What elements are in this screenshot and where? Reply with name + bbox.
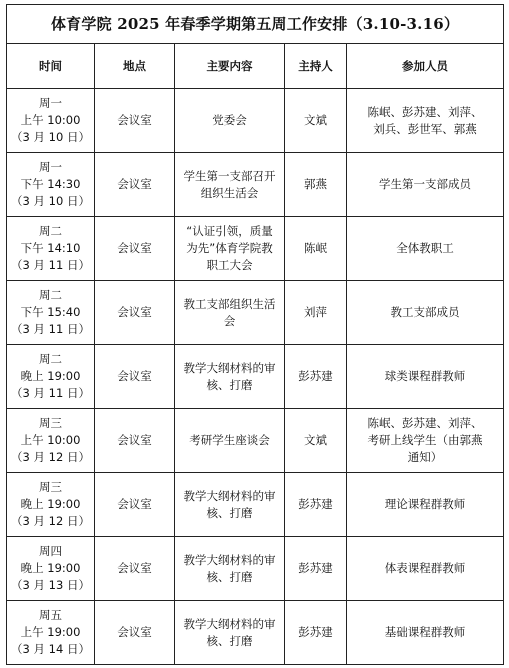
time-line: （3 月 10 日） <box>11 194 90 208</box>
time-line: 上午 10:00 <box>20 113 81 127</box>
participants-cell <box>347 217 504 281</box>
time-cell <box>7 601 95 665</box>
content-cell <box>175 89 285 153</box>
time-cell <box>7 537 95 601</box>
content-cell <box>175 153 285 217</box>
participants-line: 基础课程群教师 <box>384 625 466 639</box>
time-cell <box>7 153 95 217</box>
table-row <box>7 537 504 601</box>
time-line: （3 月 14 日） <box>11 642 90 656</box>
table-title: 体育学院 2025 年春季学期第五周工作安排（3.10-3.16） <box>7 5 504 44</box>
location-cell: 会议室 <box>95 89 175 153</box>
host-cell: 彭苏建 <box>285 473 347 537</box>
host-cell: 彭苏建 <box>285 537 347 601</box>
header-host: 主持人 <box>285 44 347 89</box>
time-cell <box>7 409 95 473</box>
participants-line: 球类课程群教师 <box>384 369 466 383</box>
header-content: 主要内容 <box>175 44 285 89</box>
participants-cell <box>347 601 504 665</box>
participants-line: 理论课程群教师 <box>384 497 466 511</box>
host-cell: 彭苏建 <box>285 345 347 409</box>
table-row <box>7 89 504 153</box>
time-line: （3 月 12 日） <box>11 450 90 464</box>
time-line: （3 月 12 日） <box>11 514 90 528</box>
content-text: 学生第一支部召开组织生活会 <box>183 168 276 200</box>
participants-cell <box>347 537 504 601</box>
participants-line: 全体教职工 <box>396 241 454 255</box>
time-line: 周二 <box>39 224 62 238</box>
participants-line: 通知） <box>407 450 443 464</box>
location-cell: 会议室 <box>95 345 175 409</box>
host-cell: 郭燕 <box>285 153 347 217</box>
location-cell: 会议室 <box>95 217 175 281</box>
content-text: 考研学生座谈会 <box>189 433 270 447</box>
time-line: 周二 <box>39 352 62 366</box>
location-cell: 会议室 <box>95 537 175 601</box>
content-text: 教学大纲材料的审核、打磨 <box>183 552 276 584</box>
time-line: （3 月 11 日） <box>11 258 90 272</box>
document-page <box>6 4 503 665</box>
content-text: 教工支部组织生活会 <box>183 296 276 328</box>
participants-cell <box>347 409 504 473</box>
time-line: 晚上 19:00 <box>20 369 81 383</box>
location-cell: 会议室 <box>95 409 175 473</box>
content-text: 教学大纲材料的审核、打磨 <box>183 616 276 648</box>
time-line: 上午 19:00 <box>20 625 81 639</box>
time-line: 晚上 19:00 <box>20 497 81 511</box>
participants-line: 体表课程群教师 <box>384 561 466 575</box>
header-time: 时间 <box>7 44 95 89</box>
schedule-table <box>6 4 504 665</box>
table-row <box>7 281 504 345</box>
participants-cell <box>347 153 504 217</box>
table-row <box>7 601 504 665</box>
header-location: 地点 <box>95 44 175 89</box>
time-line: （3 月 11 日） <box>11 386 90 400</box>
time-line: 周一 <box>39 96 62 110</box>
time-line: 晚上 19:00 <box>20 561 81 575</box>
participants-line: 教工支部成员 <box>390 305 460 319</box>
content-cell <box>175 281 285 345</box>
content-text: 教学大纲材料的审核、打磨 <box>183 360 276 392</box>
participants-cell <box>347 345 504 409</box>
location-cell: 会议室 <box>95 601 175 665</box>
time-line: 周二 <box>39 288 62 302</box>
content-cell <box>175 601 285 665</box>
content-cell <box>175 345 285 409</box>
time-line: 周三 <box>39 480 62 494</box>
content-cell <box>175 409 285 473</box>
participants-cell <box>347 473 504 537</box>
header-row <box>7 44 504 89</box>
time-line: （3 月 11 日） <box>11 322 90 336</box>
participants-line: 考研上线学生（由郭燕 <box>367 433 483 447</box>
table-row <box>7 473 504 537</box>
participants-cell <box>347 89 504 153</box>
time-line: 周五 <box>39 608 62 622</box>
time-cell <box>7 281 95 345</box>
time-line: （3 月 10 日） <box>11 130 90 144</box>
time-line: 下午 15:40 <box>20 305 81 319</box>
location-cell: 会议室 <box>95 153 175 217</box>
content-text: 党委会 <box>212 113 247 127</box>
participants-line: 学生第一支部成员 <box>379 177 472 191</box>
time-line: 周一 <box>39 160 62 174</box>
time-line: 下午 14:30 <box>20 177 81 191</box>
host-cell: 文斌 <box>285 409 347 473</box>
table-row <box>7 345 504 409</box>
participants-line: 陈岷、彭苏建、刘萍、 <box>367 104 483 119</box>
host-cell: 刘萍 <box>285 281 347 345</box>
title-row <box>7 5 504 44</box>
time-cell <box>7 345 95 409</box>
time-cell <box>7 89 95 153</box>
time-line: （3 月 13 日） <box>11 578 90 592</box>
time-cell <box>7 217 95 281</box>
participants-line: 陈岷、彭苏建、刘萍、 <box>367 416 483 430</box>
content-text: “认证引领，质量为先”体育学院教职工大会 <box>186 224 273 272</box>
content-cell <box>175 537 285 601</box>
participants-cell <box>347 281 504 345</box>
content-text: 教学大纲材料的审核、打磨 <box>183 488 276 520</box>
time-line: 下午 14:10 <box>20 241 81 255</box>
time-line: 上午 10:00 <box>20 433 81 447</box>
table-row <box>7 409 504 473</box>
time-line: 周三 <box>39 416 62 430</box>
time-line: 周四 <box>39 544 62 558</box>
time-cell <box>7 473 95 537</box>
content-cell <box>175 217 285 281</box>
host-cell: 陈岷 <box>285 217 347 281</box>
table-row <box>7 153 504 217</box>
table-row <box>7 217 504 281</box>
host-cell: 彭苏建 <box>285 601 347 665</box>
content-cell <box>175 473 285 537</box>
location-cell: 会议室 <box>95 281 175 345</box>
header-participants: 参加人员 <box>347 44 504 89</box>
host-cell: 文斌 <box>285 89 347 153</box>
location-cell: 会议室 <box>95 473 175 537</box>
participants-line: 刘兵、彭世军、郭燕 <box>373 121 477 136</box>
